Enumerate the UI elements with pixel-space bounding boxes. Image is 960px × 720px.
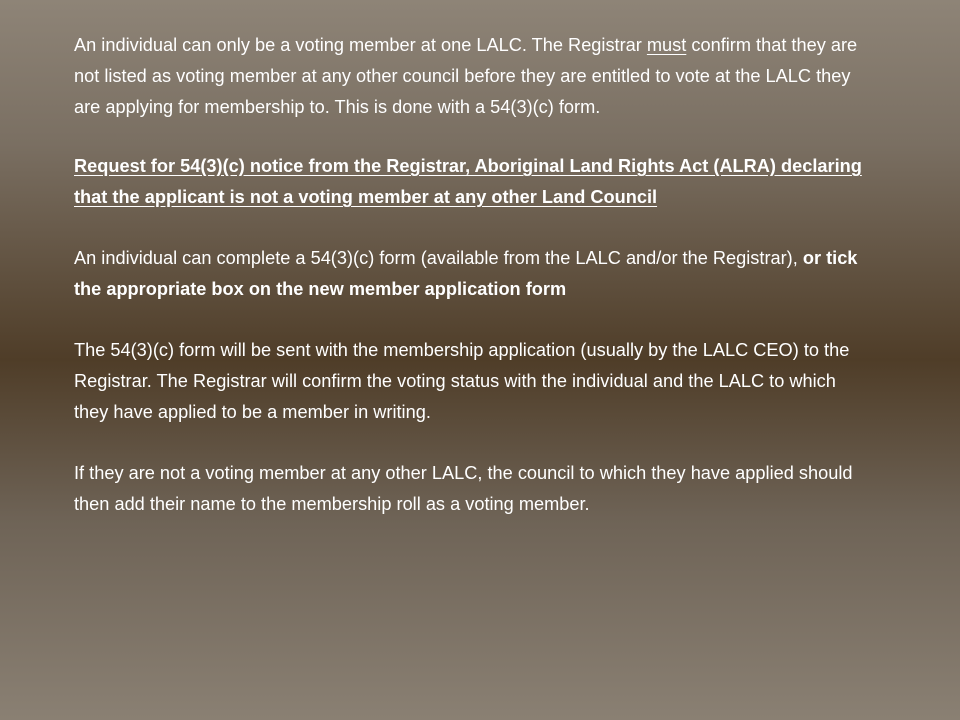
paragraph-2-bold-text: or tick the appropriate box on the new member application form <box>74 248 858 299</box>
paragraph-membership-roll: If they are not a voting member at any other LALC, the council to which they have applied should then add their name to the membership roll as a voting member. <box>74 463 853 514</box>
paragraph-1-text-end: confirm that they are not listed as voting member at any other council before they are entitled to vote at the LALC they are applying for membership to. This is done with a 54(3)(c) form. <box>74 35 858 117</box>
section-heading: Request for 54(3)(c) notice from the Registrar, Aboriginal Land Rights Act (ALRA) declaring that the applicant is not a voting member at any other Land Council <box>74 156 862 207</box>
slide-body <box>74 30 874 550</box>
paragraph-2-text: An individual can complete a 54(3)(c) form (available from the LALC and/or the Registrar), <box>74 248 803 268</box>
paragraph-voting-membership <box>74 30 874 123</box>
paragraph-complete-form <box>74 243 874 305</box>
paragraph-form-sent: The 54(3)(c) form will be sent with the membership application (usually by the LALC CEO) to the Registrar. The Registrar will confirm the voting status with the individual and the LALC to which they have applied to be a member in writing. <box>74 340 850 422</box>
emphasis-must: must <box>646 35 687 55</box>
paragraph-1-text-start: An individual can only be a voting member at one LALC. The Registrar <box>74 35 647 55</box>
